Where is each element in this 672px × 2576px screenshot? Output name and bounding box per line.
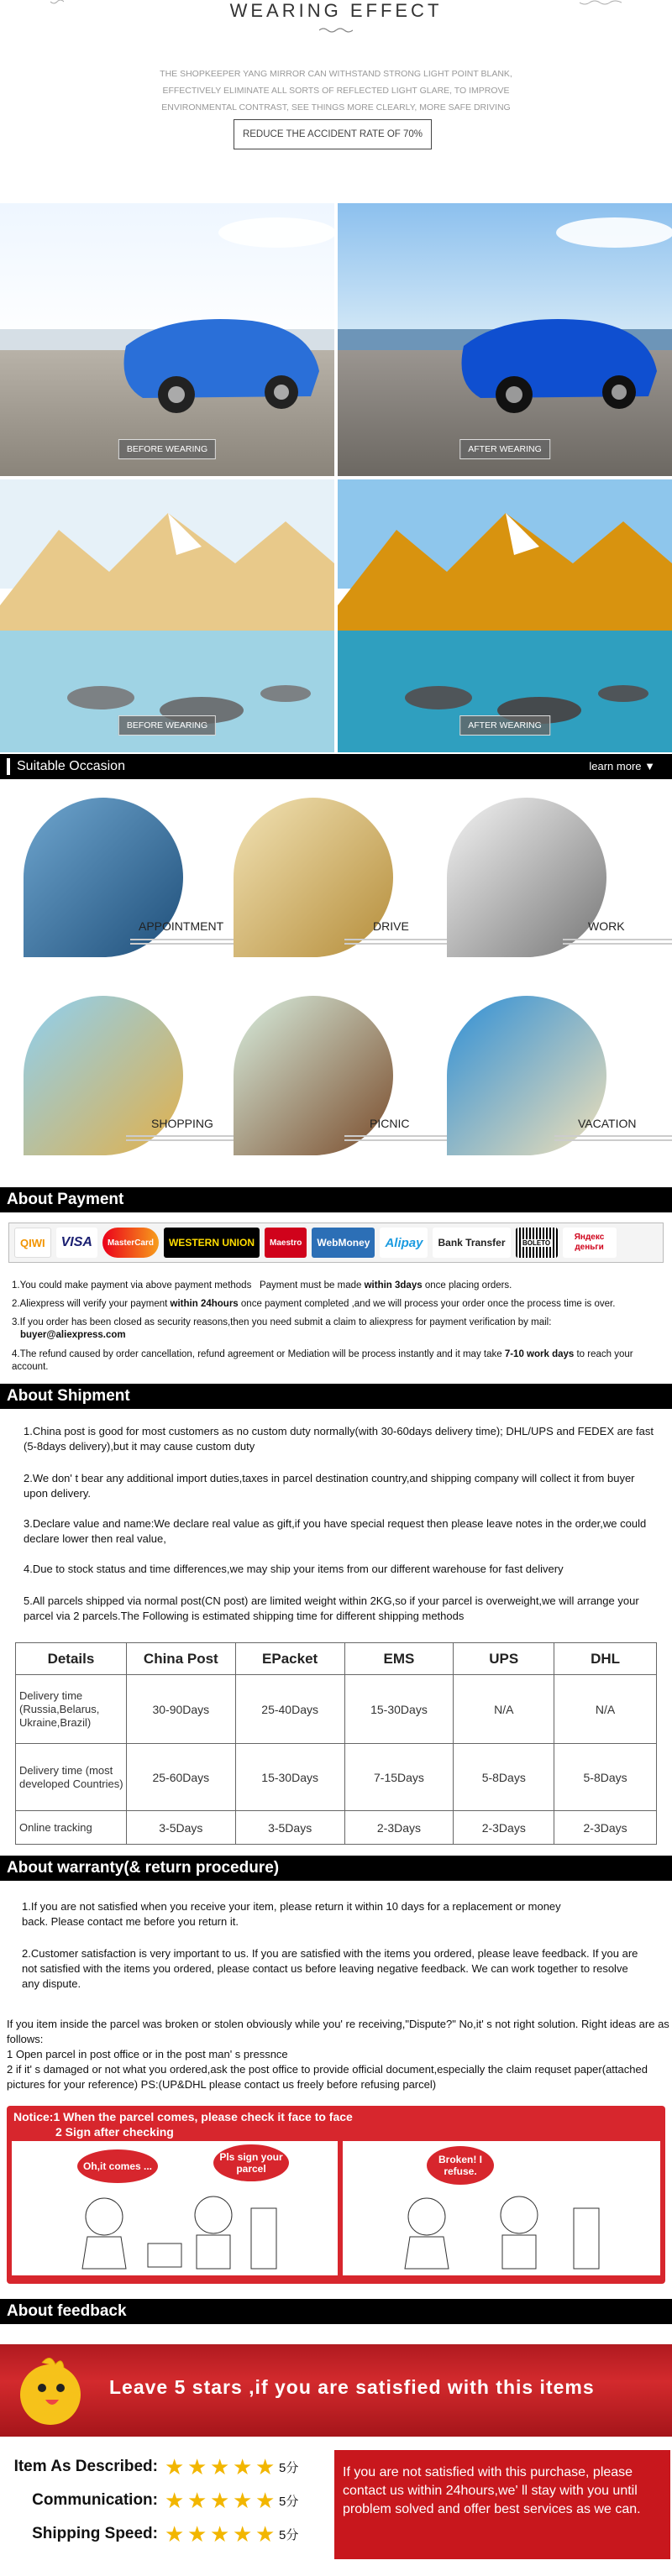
occasion-label-vacation: VACATION [578,1117,637,1130]
table-row [16,1744,657,1811]
qiwi-logo: QIWI [14,1228,51,1258]
table-cell: 25-40Days [235,1675,344,1744]
star-icon: ★ [210,2521,230,2547]
shipment-p2: 2.We don' t bear any additional import duties,taxes in parcel destination country,and shipping company will collect it from buyer upon delivery. [24,1472,635,1500]
chick-mascot-icon [8,2351,92,2432]
feedback-score: 5分 [279,2527,299,2542]
about-payment-bar: About Payment [0,1187,672,1212]
star-rating [165,2454,276,2479]
page-title: WEARING EFFECT [229,0,443,21]
notice-illustration-right [343,2141,660,2275]
star-icon: ★ [255,2521,276,2547]
occasion-filler-lines [126,1135,244,1147]
bar-accent [7,758,10,775]
occasion-label-work: WORK [588,919,625,933]
speech-bubble: Broken! I refuse. [427,2146,494,2185]
learn-more-link[interactable]: learn more ▼ [589,760,655,772]
refuse-cartoon-icon [393,2191,612,2272]
before-wearing-badge: BEFORE WEARING [118,439,216,459]
table-header: DHL [554,1643,657,1675]
before-wearing-badge-2: BEFORE WEARING [118,715,216,736]
wearing-description: THE SHOPKEEPER YANG MIRROR CAN WITHSTAND STRONG LIGHT POINT BLANK, EFFECTIVELY ELIMINATE ALL SORTS OF REFLECTED LIGHT GLARE, TO IMPROVE ENVIRONMENTAL CONTRAST, SEE THINGS MORE CLEARLY, MORE SAFE DRIVING [160,69,512,113]
warranty-p1: 1.If you are not satisfied when you receive your item, please return it within 10 days for a replacement or money back. Please contact me before you return it. [22,1900,561,1928]
shipping-time-table [15,1642,657,1845]
warranty-p3: If you item inside the parcel was broken or stolen obviously while you' re receiving,"Dispute?" No,it' s not right solution. Right ideas are as follows: [7,2018,669,2045]
table-cell: 3-5Days [235,1811,344,1845]
before-car-photo [0,203,334,476]
table-cell: 7-15Days [344,1744,454,1811]
appointment-image [24,798,183,957]
table-header: EMS [344,1643,454,1675]
payment-email[interactable]: buyer@aliexpress.com [20,1330,126,1340]
occasion-filler-lines [344,939,462,950]
table-row [16,1675,657,1744]
payment-line-4a: 4.The refund caused by order cancellation, refund agreement or Mediation will be process instantly and it may take [12,1349,505,1359]
warranty-p2: 2.Customer satisfaction is very important to us. If you are satisfied with the items you ordered, please leave feedback. If you are not satisfied with the items you ordered, please contact us before leaving negative feedback. We can work together to resolve any dispute. [22,1947,638,1990]
star-icon: ★ [255,2454,276,2479]
table-cell: Delivery time (Russia,Belarus, Ukraine,Brazil) [16,1675,127,1744]
star-icon: ★ [165,2521,185,2547]
western-union-logo: WESTERN UNION [164,1228,260,1258]
table-cell: 2-3Days [554,1811,657,1845]
payment-line-3: 3.If you order has been closed as security reasons,then you need submit a claim to aliexpress for payment verification by mail: [12,1317,552,1327]
drive-image [234,798,393,957]
feedback-row-item-described [0,2450,336,2484]
star-rating [165,2521,276,2547]
star-icon: ★ [233,2488,253,2513]
table-cell: N/A [454,1675,554,1744]
after-car-photo [338,203,672,476]
bank-transfer-logo: Bank Transfer [433,1228,510,1258]
about-warranty-bar: About warranty(& return procedure) [0,1856,672,1881]
table-cell: 2-3Days [454,1811,554,1845]
occasion-label-picnic: PICNIC [370,1117,410,1130]
table-cell: N/A [554,1675,657,1744]
maestro-logo: Maestro [265,1228,307,1258]
table-header: China Post [126,1643,235,1675]
squiggle-left-icon [50,0,64,7]
table-cell: 15-30Days [235,1744,344,1811]
about-feedback-bar: About feedback [0,2299,672,2324]
star-icon: ★ [187,2488,207,2513]
payment-line-4 [12,1348,671,1374]
after-lake-photo [338,479,672,752]
feedback-score: 5分 [279,2494,299,2509]
speech-bubble: Oh,it comes ... [77,2149,158,2183]
feedback-row-shipping-speed [0,2517,336,2551]
feedback-note: If you are not satisfied with this purchase, please contact us within 24hours,we' ll stay with you until problem solved and offer best services as we can. [334,2450,670,2559]
table-cell: Online tracking [16,1811,127,1845]
squiggle-divider-icon [319,27,353,34]
table-cell: Delivery time (most developed Countries) [16,1744,127,1811]
table-cell: 5-8Days [454,1744,554,1811]
payment-line-2a: 2.Aliexpress will verify your payment [12,1299,171,1309]
occasion-filler-lines [554,1135,672,1147]
notice-line-2: 2 Sign after checking [55,2125,174,2139]
feedback-score: 5分 [279,2460,299,2475]
yandex-money-logo: Яндекс деньги [563,1228,617,1258]
courier-cartoon-icon [71,2191,281,2272]
table-cell: 2-3Days [344,1811,454,1845]
speech-bubble: Pls sign your parcel [213,2144,289,2181]
notice-illustration-left [12,2141,338,2275]
table-header-row [16,1643,657,1675]
payment-line-1b: Payment must be made [259,1280,365,1291]
webmoney-logo: WebMoney [312,1228,375,1258]
before-lake-photo [0,479,334,752]
work-image [447,798,606,957]
shipment-p3: 3.Declare value and name:We declare real value as gift,if you have special request then please leave notes in the order,we could declare lower then real value, [24,1517,647,1545]
squiggle-right-icon [580,0,622,7]
warranty-p4: 1 Open parcel in post office or in the post man' s pressnce [7,2048,288,2060]
boleto-label: BOLETO [522,1238,551,1247]
boleto-logo [516,1228,558,1258]
suitable-occasion-title: Suitable Occasion [17,759,125,773]
star-icon: ★ [187,2521,207,2547]
star-icon: ★ [233,2521,253,2547]
payment-logos-strip [8,1223,664,1263]
visa-logo: VISA [56,1228,97,1258]
star-icon: ★ [165,2454,185,2479]
star-icon: ★ [233,2454,253,2479]
star-icon: ★ [210,2454,230,2479]
feedback-label: Shipping Speed: [32,2525,158,2542]
occasion-label-appointment: APPOINTMENT [139,919,224,933]
after-wearing-badge: AFTER WEARING [459,439,550,459]
about-shipment-bar: About Shipment [0,1384,672,1409]
suitable-occasion-bar [0,754,672,779]
star-icon: ★ [165,2488,185,2513]
picnic-image [234,996,393,1155]
accident-rate-box: REDUCE THE ACCIDENT RATE OF 70% [234,119,432,149]
table-cell: 25-60Days [126,1744,235,1811]
feedback-banner-text: Leave 5 stars ,if you are satisfied with this items [109,2376,595,2398]
warranty-p5: 2 if it' s damaged or not what you ordered,ask the post office to provide official document,especially the claim requset paper(attached pictures for your reference) PS:(UP&DHL please contact us freely before refusing parcel) [7,2063,648,2091]
table-header: UPS [454,1643,554,1675]
payment-line-2b: once payment completed ,and we will process your order once the process time is over. [238,1299,616,1309]
notice-box [7,2106,665,2284]
table-header: EPacket [235,1643,344,1675]
table-cell: 5-8Days [554,1744,657,1811]
feedback-row-communication [0,2484,336,2517]
vacation-image [447,996,606,1155]
feedback-label: Communication: [32,2491,158,2509]
payment-line-1a: 1.You could make payment via above payment methods [12,1280,252,1291]
payment-line-2 [12,1298,667,1311]
occasion-label-shopping: SHOPPING [151,1117,213,1130]
star-rating [165,2490,276,2511]
payment-line-4-bold: 7-10 work days [504,1349,575,1359]
star-icon: ★ [187,2454,207,2479]
table-cell: 15-30Days [344,1675,454,1744]
mastercard-logo: MasterCard [102,1228,159,1258]
payment-line-1c: once placing orders. [422,1280,512,1291]
shipment-p5: 5.All parcels shipped via normal post(CN post) are limited weight within 2KG,so if your parcel is overweight,we will arrange your parcel via 2 parcels.The Following is estimated shipping time for different shipping methods [24,1594,639,1622]
payment-line-2-bold: within 24hours [170,1299,239,1309]
after-wearing-badge-2: AFTER WEARING [459,715,550,736]
feedback-label: Item As Described: [13,2458,158,2475]
star-icon: ★ [255,2488,276,2513]
shopping-image [24,996,183,1155]
alipay-logo: Alipay [380,1228,428,1258]
table-header: Details [16,1643,127,1675]
payment-line-4b: to reach your account. [12,1349,633,1372]
notice-title [13,2109,353,2139]
notice-line-1: Notice:1 When the parcel comes, please check it face to face [13,2110,353,2123]
occasion-filler-lines [344,1135,462,1147]
payment-line-1 [12,1280,667,1292]
table-cell: 3-5Days [126,1811,235,1845]
table-row [16,1811,657,1845]
table-cell: 30-90Days [126,1675,235,1744]
occasion-filler-lines [130,939,248,950]
occasion-filler-lines [563,939,672,950]
star-icon: ★ [210,2488,230,2513]
occasion-label-drive: DRIVE [373,919,409,933]
shipment-p1: 1.China post is good for most customers as no custom duty normally(with 30-60days delivery time); DHL/UPS and FEDEX are fast (5-8days delivery),but it may cause custom duty [24,1425,654,1453]
shipment-p4: 4.Due to stock status and time differences,we may ship your items from our different warehouse for fast delivery [24,1563,564,1575]
feedback-banner [0,2344,672,2437]
payment-line-1-bold: within 3days [364,1280,423,1291]
